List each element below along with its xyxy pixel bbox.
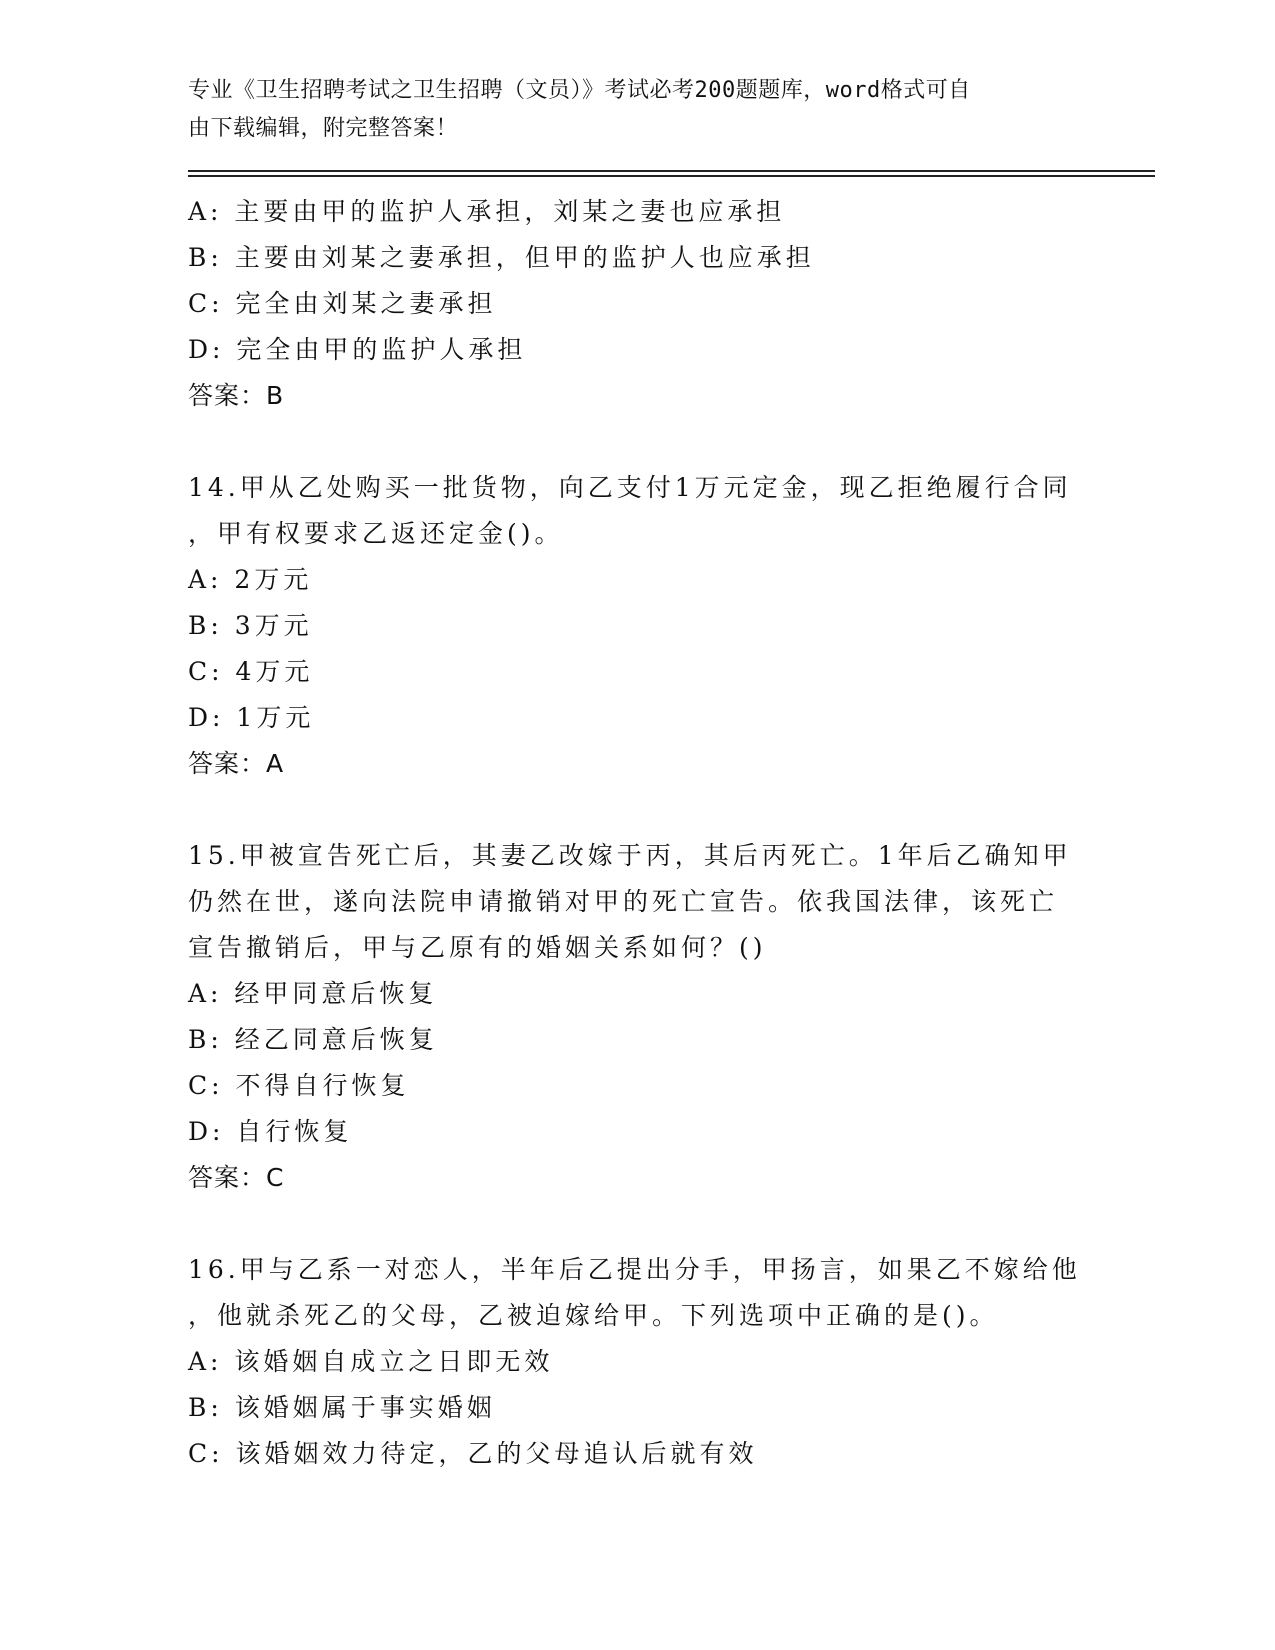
option-b: B: 3万元 (188, 611, 313, 640)
answer: 答案：C (188, 1163, 285, 1192)
option-b: B: 经乙同意后恢复 (188, 1025, 438, 1054)
option-b: B: 主要由刘某之妻承担，但甲的监护人也应承担 (188, 243, 815, 272)
header-rule-bottom (188, 175, 1155, 177)
question-title-line: 仍然在世，遂向法院申请撤销对甲的死亡宣告。依我国法律，该死亡 (188, 887, 1059, 916)
option-d: D: 自行恢复 (188, 1117, 353, 1146)
spacer (188, 787, 1088, 833)
question-14 (188, 465, 1088, 787)
option-a: A: 经甲同意后恢复 (188, 979, 438, 1008)
answer: 答案：B (188, 381, 285, 410)
document-header (188, 72, 1068, 148)
option-a: A: 主要由甲的监护人承担，刘某之妻也应承担 (188, 197, 786, 226)
question-title-line: ，他就杀死乙的父母，乙被迫嫁给甲。下列选项中正确的是()。 (188, 1301, 999, 1330)
spacer (188, 1201, 1088, 1247)
question-16 (188, 1247, 1088, 1477)
question-title-line: 16.甲与乙系一对恋人，半年后乙提出分手，甲扬言，如果乙不嫁给他 (188, 1255, 1081, 1284)
header-rule-top (188, 170, 1155, 172)
question-15 (188, 833, 1088, 1201)
question-title-line: 14.甲从乙处购买一批货物，向乙支付1万元定金，现乙拒绝履行合同 (188, 473, 1072, 502)
option-b: B: 该婚姻属于事实婚姻 (188, 1393, 496, 1422)
answer: 答案：A (188, 749, 285, 778)
question-title-line: ，甲有权要求乙返还定金()。 (188, 519, 564, 548)
option-a: A: 2万元 (188, 565, 313, 594)
option-c: C: 4万元 (188, 657, 314, 686)
option-d: D: 1万元 (188, 703, 315, 732)
spacer (188, 419, 1088, 465)
option-c: C: 该婚姻效力待定，乙的父母追认后就有效 (188, 1439, 758, 1468)
option-a: A: 该婚姻自成立之日即无效 (188, 1347, 554, 1376)
option-c: C: 完全由刘某之妻承担 (188, 289, 497, 318)
header-line-1: 专业《卫生招聘考试之卫生招聘（文员）》考试必考200题题库，word格式可自 (188, 78, 971, 103)
question-title-line: 15.甲被宣告死亡后，其妻乙改嫁于丙，其后丙死亡。1年后乙确知甲 (188, 841, 1072, 870)
question-title-line: 宣告撤销后，甲与乙原有的婚姻关系如何？() (188, 933, 767, 962)
header-line-2: 由下载编辑，附完整答案！ (188, 116, 459, 141)
option-d: D: 完全由甲的监护人承担 (188, 335, 527, 364)
question-13 (188, 189, 1088, 419)
option-c: C: 不得自行恢复 (188, 1071, 410, 1100)
question-content (188, 189, 1088, 1477)
